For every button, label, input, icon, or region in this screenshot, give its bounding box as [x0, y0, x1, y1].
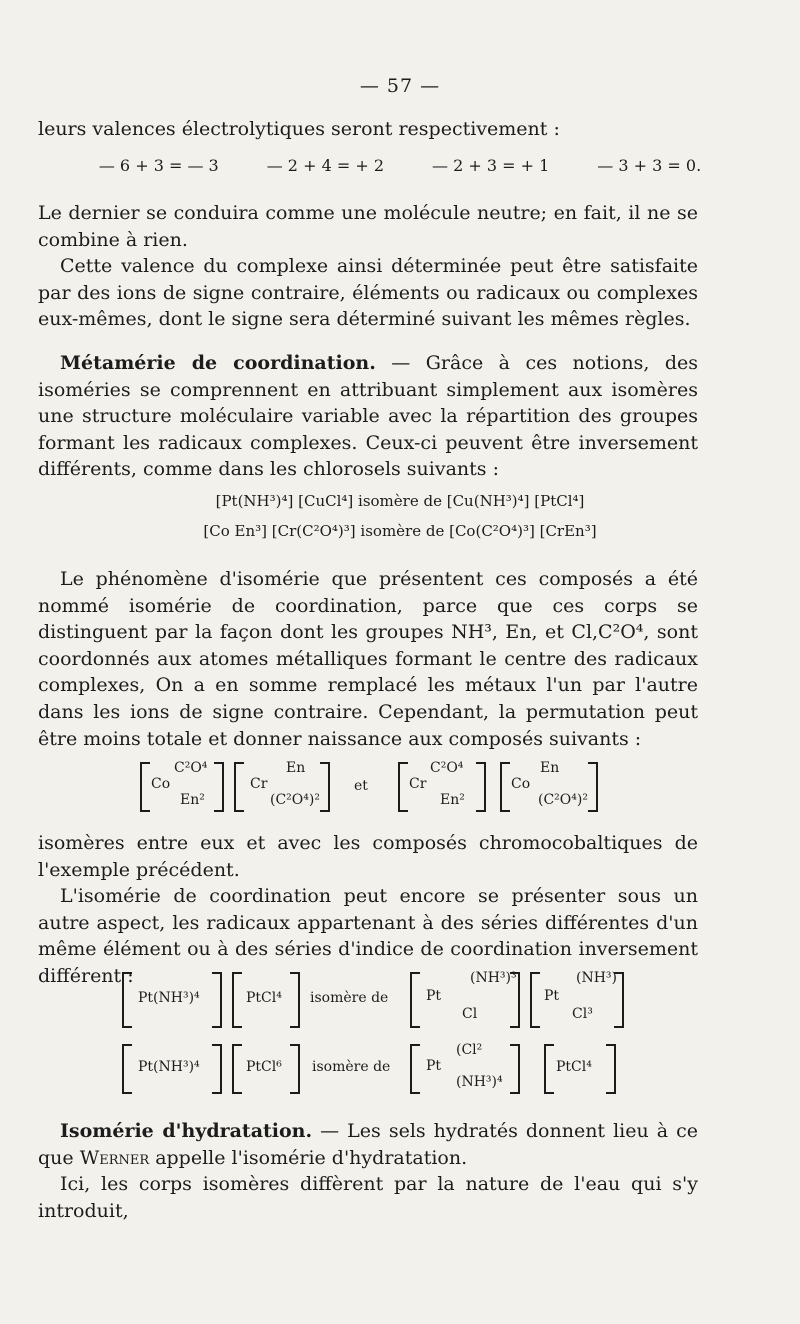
paragraph-isomeres: isomères entre eux et avec les composés chromocobaltiques de l'exemple précédent. — [38, 832, 698, 881]
paragraph-block-1 — [38, 200, 698, 333]
ligand-bottom: Cl³ — [572, 1006, 593, 1022]
bracket-complex — [544, 1044, 616, 1094]
metal-center: Pt — [426, 988, 442, 1004]
bracket-complex — [500, 762, 598, 812]
paragraph-block-2 — [38, 830, 698, 990]
formula-chlorosels-2: [Co En³] [Cr(C²O⁴)³] isomère de [Co(C²O⁴)³] [CrEn³] — [203, 522, 597, 540]
conjunction-et: et — [354, 778, 368, 794]
paragraph-text: Le phénomène d'isomérie que présentent ces composés a été nommé isomérie de coordination, parce que ces corps se distinguent par la façon dont les groupes NH³, En, et Cl,C²O⁴, sont coordonnés aux atomes métalliques formant le centre des radicaux complexes, On a en somme remplacé les métaux l'un par l'autre dans les ions de signe contraire. Cependant, la permutation peut être moins totale et donner naissance aux composés suivants : — [38, 568, 698, 750]
section-text: appelle l'isomérie d'hydratation. — [149, 1146, 468, 1169]
bracket-complex — [122, 1044, 222, 1094]
ligand-top: C²O⁴ — [430, 760, 464, 776]
metal-center: Co — [511, 776, 531, 792]
bracket-complex — [410, 972, 520, 1028]
bracket-complex — [232, 1044, 300, 1094]
paragraph-neutre: Le dernier se conduira comme une molécule neutre; en fait, il ne se combine à rien. — [38, 202, 698, 251]
equation: — 2 + 4 = + 2 — [266, 156, 384, 175]
metal-center: Pt — [544, 988, 560, 1004]
paragraph-valences — [38, 116, 698, 143]
metal-center: Pt — [426, 1058, 442, 1074]
section-text: — Les sels hydratés donnent lieu à ce que — [38, 1120, 698, 1169]
valence-equations — [0, 156, 800, 175]
paragraph-autre-aspect: L'isomérie de coordination peut encore se présenter sous un autre aspect, les radicaux appartenant à des séries différentes d'un même élément ou à des séries d'indice de coordination inversement différent : — [38, 885, 698, 987]
isomere-label: isomère de — [310, 990, 389, 1006]
metal-center: Co — [151, 776, 171, 792]
complex-formula: Pt(NH³)⁴ — [138, 990, 200, 1006]
complex-formula: Pt(NH³)⁴ — [138, 1059, 200, 1075]
bracket-complex — [232, 972, 300, 1028]
ligand-bottom: Cl — [462, 1006, 478, 1022]
ligand-top: (NH³)³ — [470, 970, 517, 986]
metal-center: Cr — [409, 776, 427, 792]
bracket-complex — [140, 762, 224, 812]
ligand-top: (NH³) — [576, 970, 617, 986]
complex-formula: PtCl⁴ — [246, 990, 282, 1006]
ligand-bottom: En² — [180, 792, 205, 808]
ligand-bottom: (NH³)⁴ — [456, 1074, 503, 1090]
section-heading: Isomérie d'hydratation. — [60, 1120, 313, 1142]
section-hydratation — [38, 1118, 698, 1224]
paragraph-text: leurs valences électrolytiques seront respectivement : — [38, 118, 560, 140]
ligand-bottom: En² — [440, 792, 465, 808]
complex-formula: PtCl⁴ — [556, 1059, 592, 1075]
ligand-bottom: (C²O⁴)² — [538, 792, 588, 808]
complex-formula: PtCl⁶ — [246, 1059, 282, 1075]
equation: — 3 + 3 = 0. — [597, 156, 702, 175]
bracket-complex — [398, 762, 486, 812]
ligand-top: (Cl² — [456, 1042, 483, 1058]
equation: — 6 + 3 = — 3 — [98, 156, 219, 175]
bracket-complex — [122, 972, 222, 1028]
ligand-top: C²O⁴ — [174, 760, 208, 776]
ligand-top: En — [286, 760, 306, 776]
formula-chlorosels-1: [Pt(NH³)⁴] [CuCl⁴] isomère de [Cu(NH³)⁴] [PtCl⁴] — [215, 492, 585, 510]
paragraph-valence-complexe: Cette valence du complexe ainsi déterminée peut être satisfaite par des ions de signe contraire, éléments ou radicaux ou complexes eux-mêmes, dont le signe sera déterminé suivant les mêmes règles. — [38, 255, 698, 331]
section-heading: Métamérie de coordination. — [60, 352, 376, 374]
section-text: — Grâce à ces notions, des isoméries se comprennent en attribuant simplement aux isomères une structure moléculaire variable avec la répartition des groupes formant les radicaux complexes. Ceux-ci peuvent être inversement différents, comme dans les chlorosels suivants : — [38, 352, 699, 481]
ligand-bottom: (C²O⁴)² — [270, 792, 320, 808]
author-name: Werner — [79, 1146, 150, 1169]
paragraph-isomerie-coordination — [38, 566, 698, 752]
page-number: — 57 — — [359, 75, 441, 97]
ligand-top: En — [540, 760, 560, 776]
isomere-label: isomère de — [312, 1059, 391, 1075]
paragraph-ici: Ici, les corps isomères diffèrent par la nature de l'eau qui s'y introduit, — [38, 1173, 698, 1222]
equation: — 2 + 3 = + 1 — [432, 156, 550, 175]
metal-center: Cr — [250, 776, 268, 792]
bracket-complex — [530, 972, 624, 1028]
section-metamerie — [38, 350, 698, 483]
bracket-complex — [410, 1044, 520, 1094]
bracket-complex — [234, 762, 330, 812]
